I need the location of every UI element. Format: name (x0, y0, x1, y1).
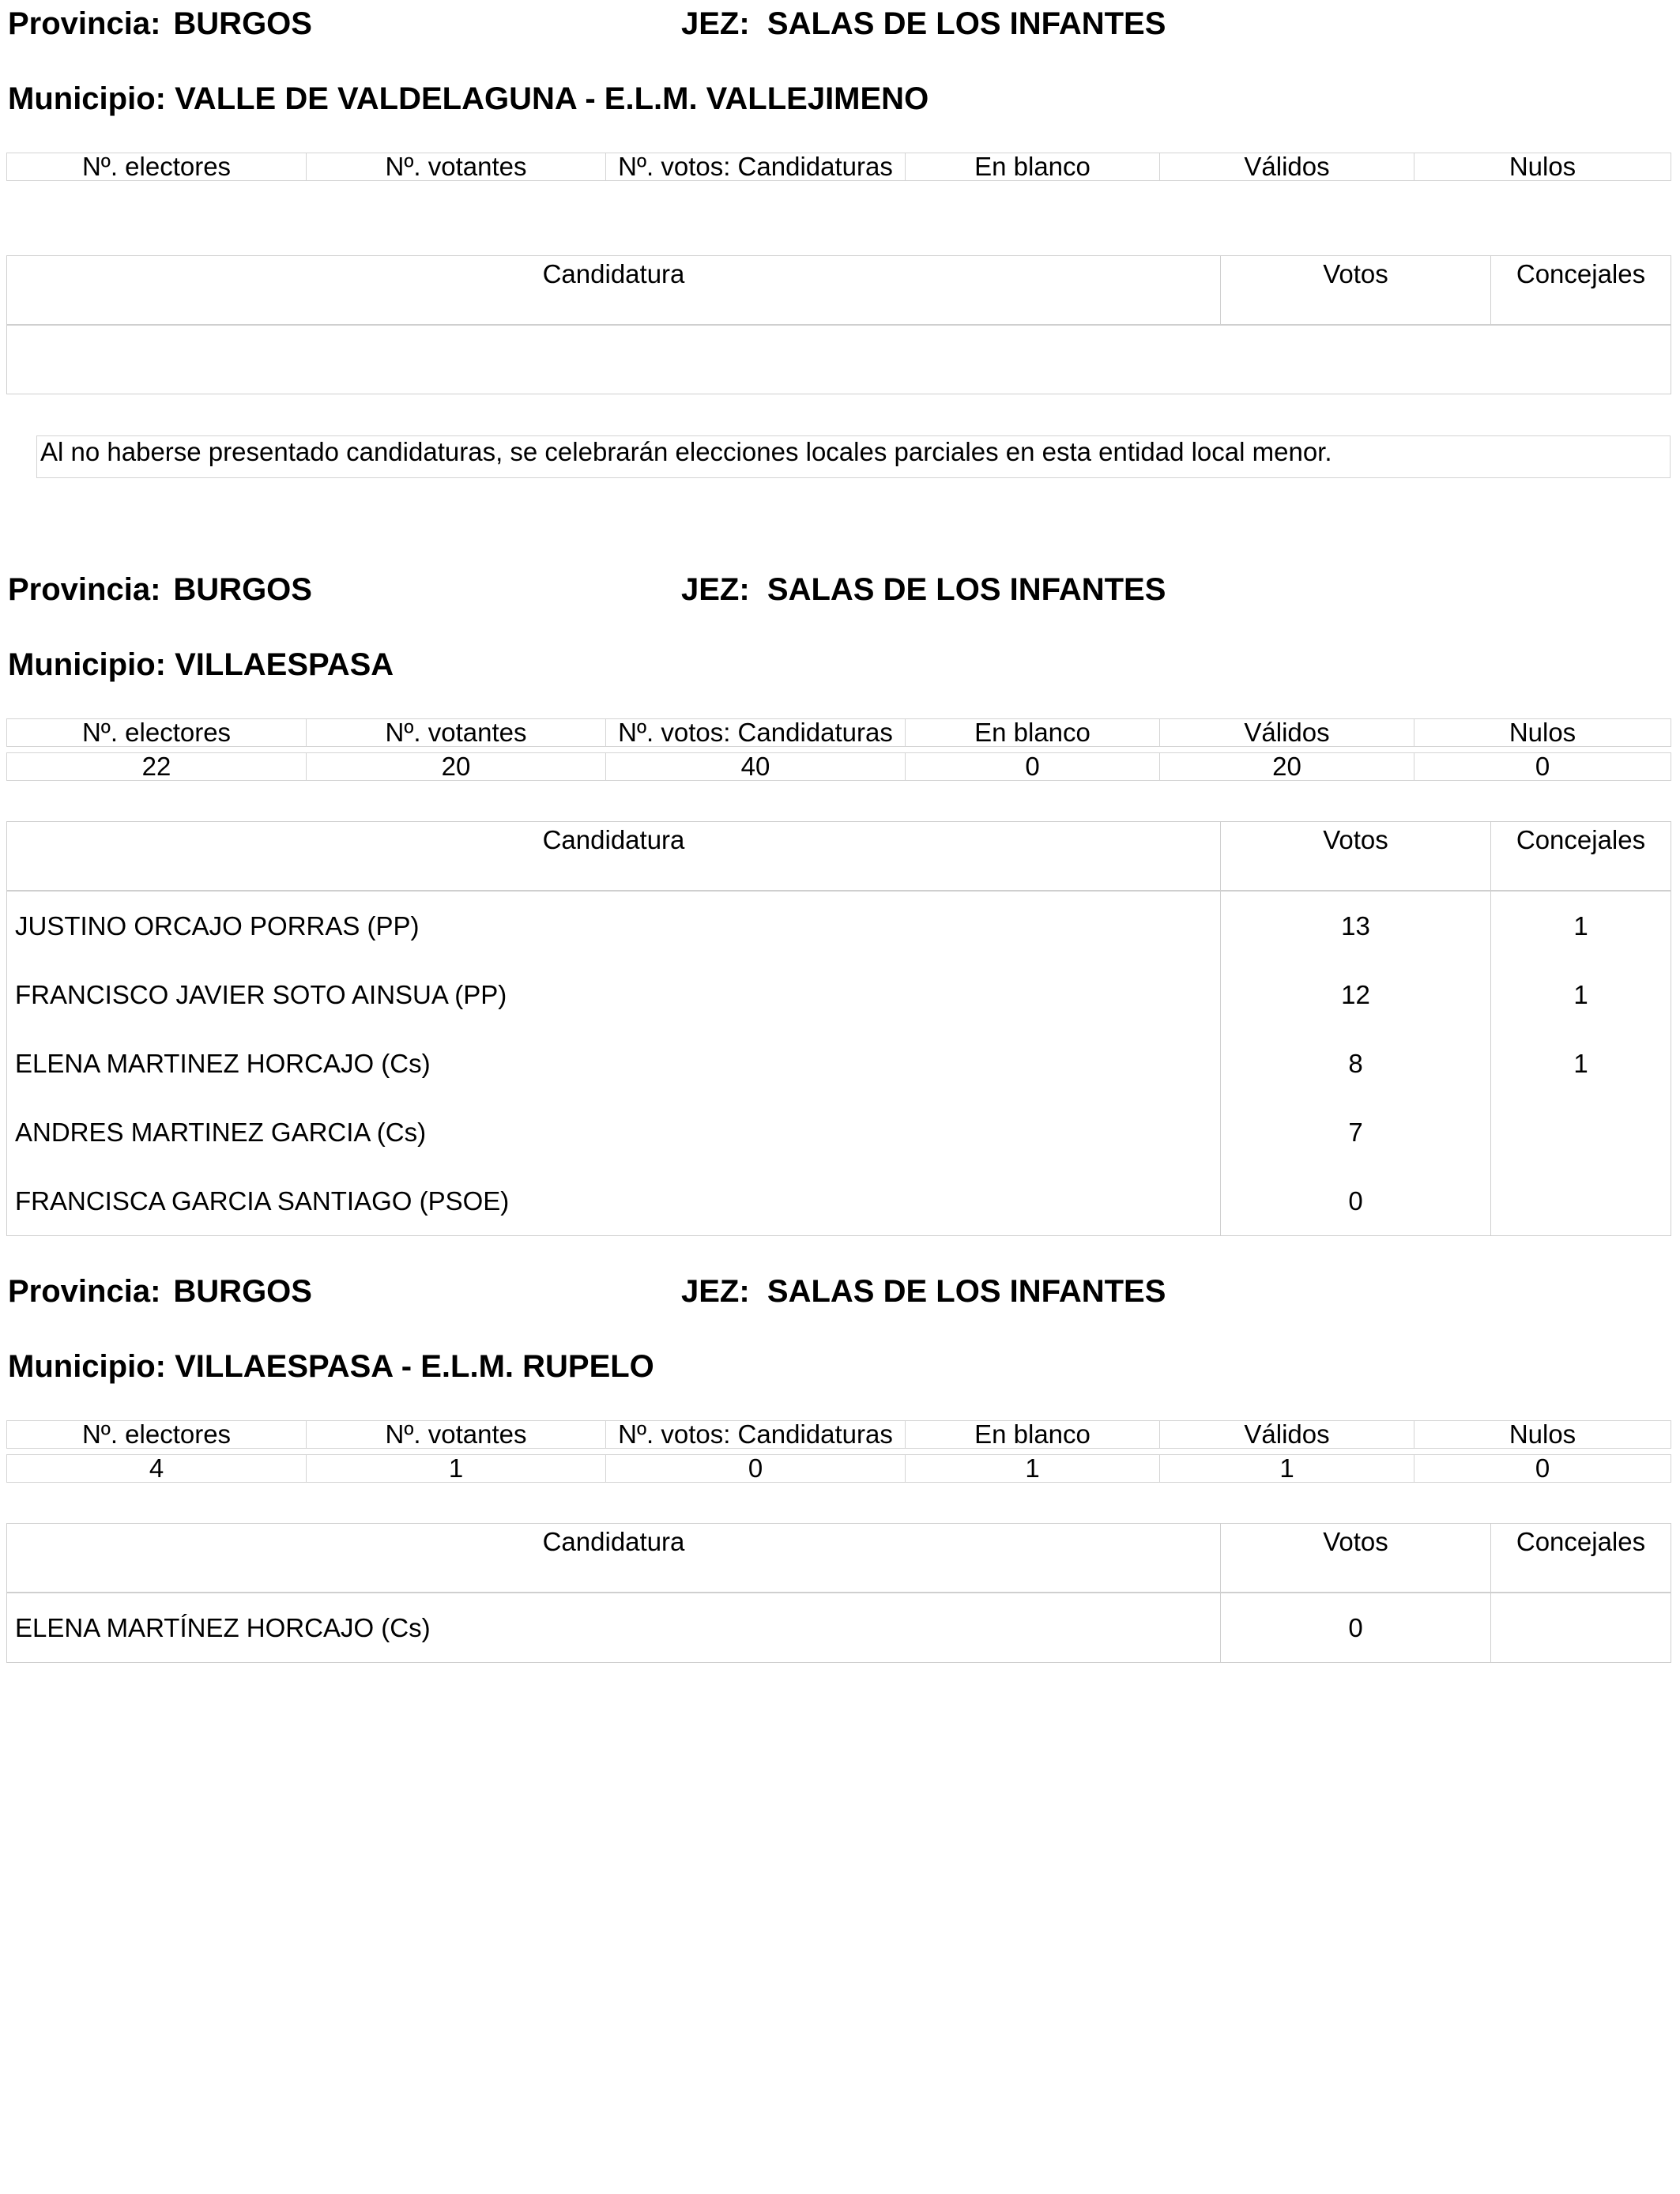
validos-value: 20 (1160, 753, 1414, 781)
summary-header-cell: Válidos (1160, 153, 1414, 181)
summary-header-cell: Nº. electores (7, 719, 307, 747)
empty-cell (7, 325, 1671, 394)
provincia-heading (8, 1274, 312, 1321)
candidate-votos: 8 (1221, 1029, 1491, 1098)
candidates-header-row (7, 1524, 1671, 1593)
concejales-header: Concejales (1491, 1524, 1671, 1593)
votos-header: Votos (1221, 256, 1491, 326)
nulos-value: 0 (1414, 1455, 1671, 1483)
municipio-heading (8, 647, 394, 683)
candidates-header-row (7, 822, 1671, 892)
jez-value: SALAS DE LOS INFANTES (767, 6, 1166, 41)
candidates-table (6, 255, 1671, 394)
candidate-row (7, 1167, 1671, 1236)
jez-heading (681, 1274, 1166, 1310)
candidate-concejales (1491, 1593, 1671, 1663)
summary-header-cell: Nº. votantes (307, 1421, 606, 1449)
summary-header-cell: Nº. electores (7, 153, 307, 181)
jez-heading (681, 6, 1166, 42)
summary-header-cell: Nº. votos: Candidaturas (606, 1421, 906, 1449)
candidate-row (7, 1593, 1671, 1663)
provincia-heading (8, 572, 312, 620)
candidate-name: ANDRES MARTINEZ GARCIA (Cs) (7, 1098, 1221, 1167)
candidate-concejales: 1 (1491, 891, 1671, 960)
summary-header-row (7, 1421, 1671, 1449)
candidate-row (7, 960, 1671, 1029)
municipio-label: Municipio: (8, 81, 166, 116)
provincia-heading (8, 6, 312, 54)
candidate-row (7, 891, 1671, 960)
summary-values-row (7, 753, 1671, 781)
jez-label: JEZ: (681, 1274, 750, 1309)
votantes-value: 20 (307, 753, 606, 781)
no-candidates-note: Al no haberse presentado candidaturas, se celebrarán elecciones locales parciales en esta entidad local menor. (36, 435, 1671, 478)
municipio-heading (8, 1349, 654, 1385)
candidate-name: ELENA MARTINEZ HORCAJO (Cs) (7, 1029, 1221, 1098)
provincia-label: Provincia: (8, 1274, 161, 1309)
empty-candidates-row (7, 325, 1671, 394)
summary-header-cell: Nº. votantes (307, 719, 606, 747)
provincia-value: BURGOS (173, 1274, 312, 1309)
summary-header-cell: Nulos (1414, 153, 1671, 181)
en-blanco-value: 0 (906, 753, 1160, 781)
jez-heading (681, 572, 1166, 608)
summary-header-row (7, 153, 1671, 181)
electores-value: 22 (7, 753, 307, 781)
candidate-concejales (1491, 1167, 1671, 1236)
candidate-votos: 12 (1221, 960, 1491, 1029)
candidatura-header: Candidatura (7, 256, 1221, 326)
provincia-value: BURGOS (173, 572, 312, 607)
municipio-value: VILLAESPASA (175, 647, 394, 682)
summary-header-cell: Nulos (1414, 1421, 1671, 1449)
summary-header-cell: En blanco (906, 1421, 1160, 1449)
jez-label: JEZ: (681, 572, 750, 607)
summary-table (6, 153, 1671, 181)
votos-header: Votos (1221, 1524, 1491, 1593)
candidate-row (7, 1098, 1671, 1167)
candidate-votos: 7 (1221, 1098, 1491, 1167)
summary-header-cell: Nº. votantes (307, 153, 606, 181)
summary-header-cell: En blanco (906, 719, 1160, 747)
candidates-table (6, 1523, 1671, 1663)
provincia-value: BURGOS (173, 6, 312, 41)
summary-header-cell: Válidos (1160, 1421, 1414, 1449)
votos-header: Votos (1221, 822, 1491, 892)
candidate-votos: 0 (1221, 1167, 1491, 1236)
concejales-header: Concejales (1491, 822, 1671, 892)
summary-header-cell: Nulos (1414, 719, 1671, 747)
votos-candidaturas-value: 0 (606, 1455, 906, 1483)
summary-header-cell: En blanco (906, 153, 1160, 181)
municipio-heading (8, 81, 929, 117)
provincia-label: Provincia: (8, 6, 161, 41)
municipio-label: Municipio: (8, 647, 166, 682)
concejales-header: Concejales (1491, 256, 1671, 326)
summary-values-row (7, 1455, 1671, 1483)
candidate-name: FRANCISCO JAVIER SOTO AINSUA (PP) (7, 960, 1221, 1029)
candidate-name: JUSTINO ORCAJO PORRAS (PP) (7, 891, 1221, 960)
summary-values-table (6, 1454, 1671, 1483)
votantes-value: 1 (307, 1455, 606, 1483)
candidate-votos: 0 (1221, 1593, 1491, 1663)
candidate-concejales: 1 (1491, 1029, 1671, 1098)
candidatura-header: Candidatura (7, 1524, 1221, 1593)
en-blanco-value: 1 (906, 1455, 1160, 1483)
municipio-label: Municipio: (8, 1349, 166, 1384)
summary-header-cell: Nº. votos: Candidaturas (606, 153, 906, 181)
candidate-row (7, 1029, 1671, 1098)
provincia-label: Provincia: (8, 572, 161, 607)
municipio-value: VILLAESPASA - E.L.M. RUPELO (175, 1349, 654, 1384)
candidate-concejales: 1 (1491, 960, 1671, 1029)
nulos-value: 0 (1414, 753, 1671, 781)
summary-header-cell: Nº. votos: Candidaturas (606, 719, 906, 747)
votos-candidaturas-value: 40 (606, 753, 906, 781)
summary-values-table (6, 752, 1671, 781)
electores-value: 4 (7, 1455, 307, 1483)
validos-value: 1 (1160, 1455, 1414, 1483)
candidates-table (6, 821, 1671, 1236)
summary-header-cell: Válidos (1160, 719, 1414, 747)
candidate-concejales (1491, 1098, 1671, 1167)
municipio-value: VALLE DE VALDELAGUNA - E.L.M. VALLEJIMENO (175, 81, 929, 116)
summary-table (6, 1420, 1671, 1449)
candidatura-header: Candidatura (7, 822, 1221, 892)
candidate-name: FRANCISCA GARCIA SANTIAGO (PSOE) (7, 1167, 1221, 1236)
jez-label: JEZ: (681, 6, 750, 41)
summary-header-row (7, 719, 1671, 747)
summary-table (6, 718, 1671, 747)
candidate-votos: 13 (1221, 891, 1491, 960)
summary-header-cell: Nº. electores (7, 1421, 307, 1449)
jez-value: SALAS DE LOS INFANTES (767, 572, 1166, 607)
jez-value: SALAS DE LOS INFANTES (767, 1274, 1166, 1309)
candidates-header-row (7, 256, 1671, 326)
candidate-name: ELENA MARTÍNEZ HORCAJO (Cs) (7, 1593, 1221, 1663)
